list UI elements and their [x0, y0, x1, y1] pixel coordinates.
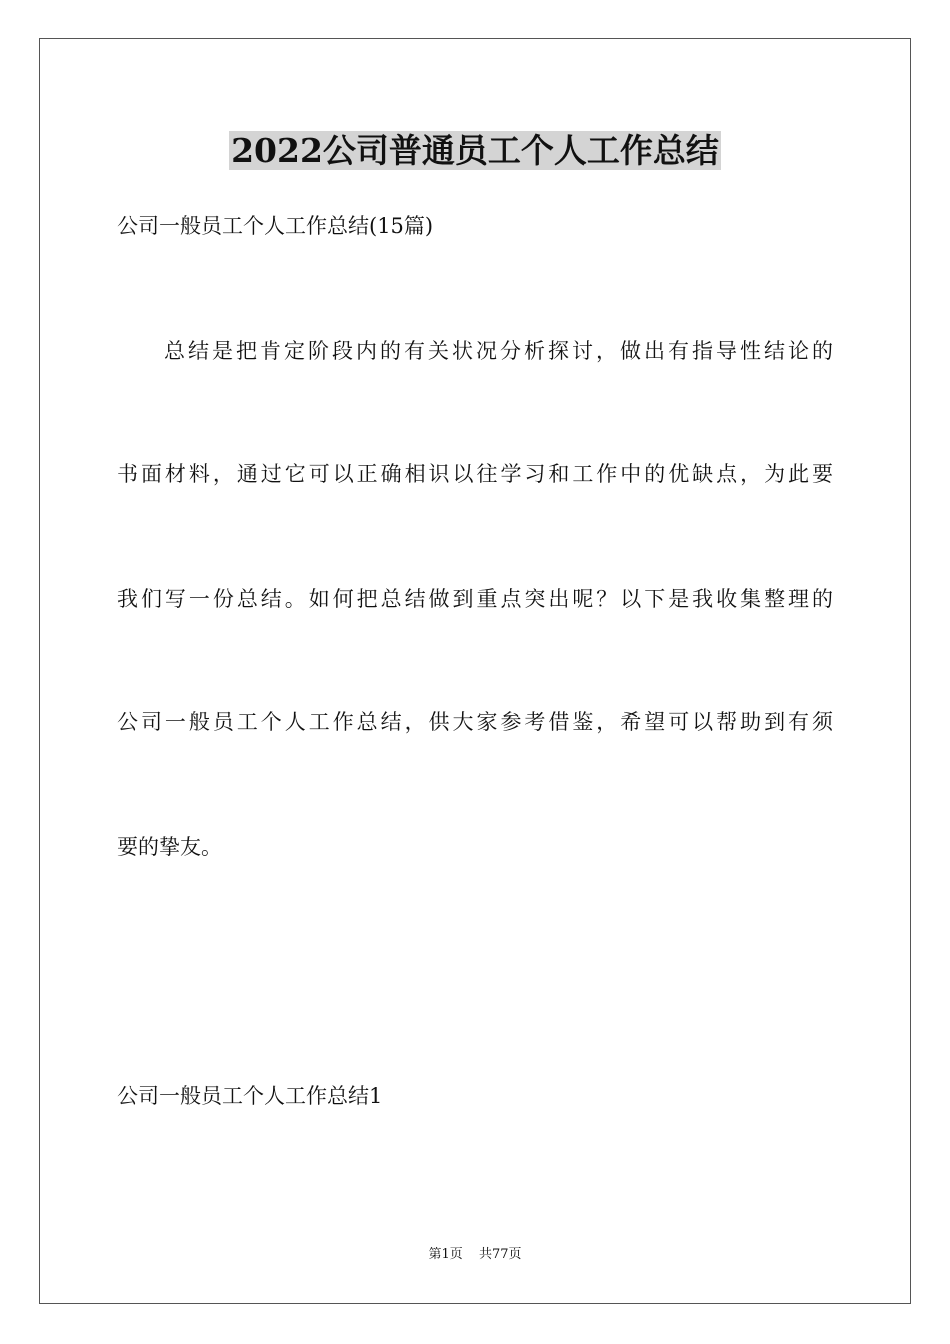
intro-line-1: 总结是把肯定阶段内的有关状况分析探讨，做出有指导性结论的 — [164, 339, 833, 363]
intro-line-4: 公司一般员工个人工作总结，供大家参考借鉴，希望可以帮助到有须 — [117, 710, 833, 734]
page-footer — [0, 1246, 950, 1264]
page-number: 第1页 — [428, 1247, 463, 1262]
document-subtitle: 公司一般员工个人工作总结(15篇) — [117, 214, 434, 238]
document-title-text: 2022公司普通员工个人工作总结 — [231, 131, 719, 170]
intro-line-5: 要的挚友。 — [117, 835, 222, 859]
intro-line-3: 我们写一份总结。如何把总结做到重点突出呢？以下是我收集整理的 — [117, 587, 833, 611]
document-title — [0, 128, 950, 174]
page-total: 共77页 — [478, 1247, 522, 1262]
intro-line-2: 书面材料，通过它可以正确相识以往学习和工作中的优缺点，为此要 — [117, 462, 833, 486]
section-heading: 公司一般员工个人工作总结1 — [117, 1084, 383, 1108]
